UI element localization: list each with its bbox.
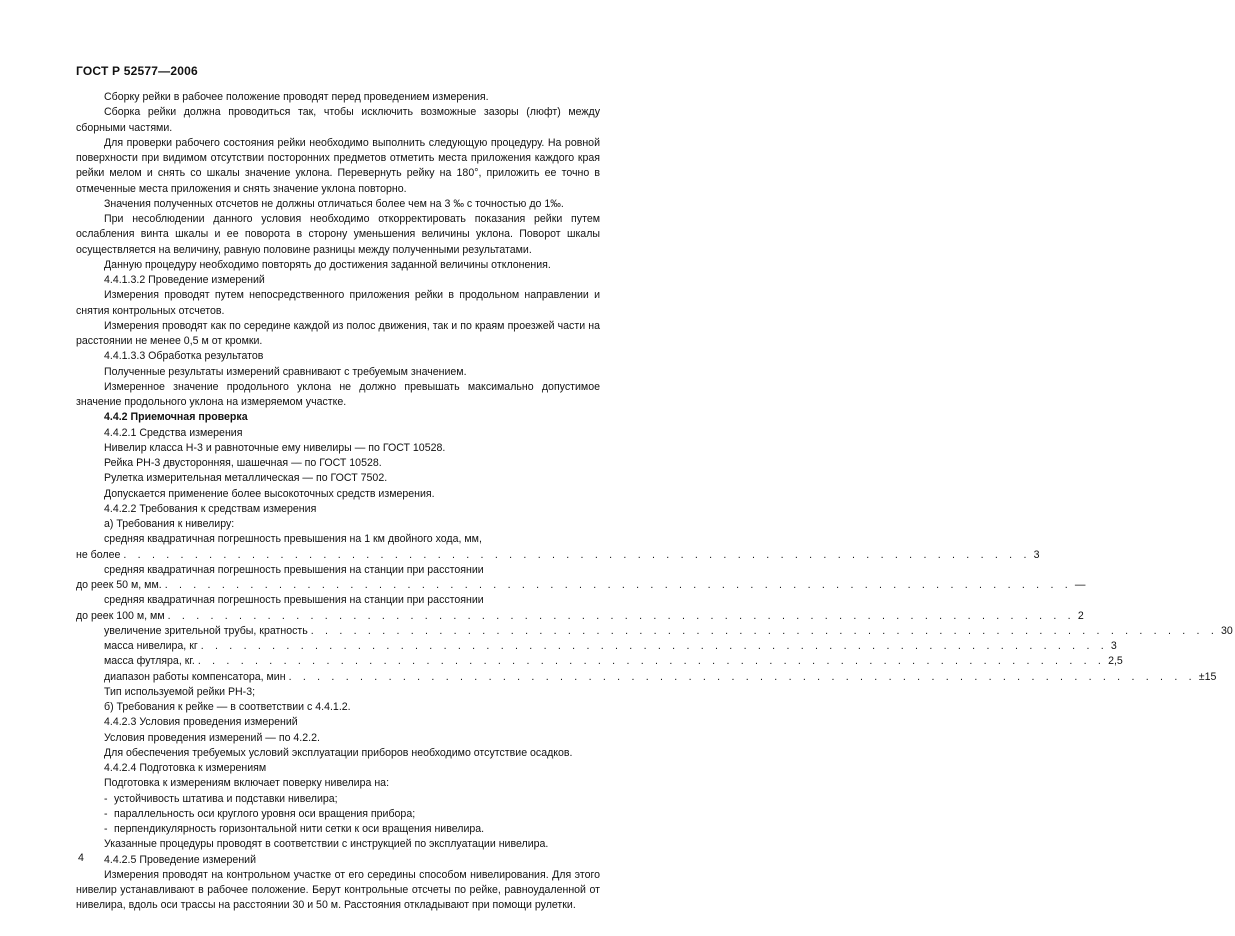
list-line: Рейка РН-3 двусторонняя, шашечная — по ГОСТ 10528. xyxy=(104,457,382,469)
requirement-value: 3 xyxy=(1033,548,1040,561)
list-line: Подготовка к измерениям включает поверку нивелира на: xyxy=(104,777,390,790)
requirement-label: диапазон работы компенсатора, мин xyxy=(104,670,286,683)
leader-dots: . . . . . . . . . . . . . . . . . . . . . . . . . . . . . . . . . . . . . . . . . . . . . . . . . . . . . . . . . . . . . . . . xyxy=(167,609,1075,622)
requirement-line: средняя квадратичная погрешность превышения на станции при расстоянии xyxy=(104,563,484,576)
bullet-item xyxy=(76,822,600,837)
section-heading: 4.4.1.3.3 Обработка результатов xyxy=(104,350,264,363)
requirement-label: масса нивелира, кг xyxy=(104,640,198,652)
leader-dots: . . . . . . . . . . . . . . . . . . . . . . . . . . . . . . . . . . . . . . . . . . . . . . . . . . . . . . . . . . . . . . . . xyxy=(164,579,1072,591)
paragraph: Измеренное значение продольного уклона не должно превышать максимально допустимое значение продольного уклона на измеряемом участке. xyxy=(76,380,600,408)
requirement-row xyxy=(76,639,1117,654)
paragraph: Сборка рейки должна проводиться так, чтобы исключить возможные зазоры (люфт) между сборными частями. xyxy=(76,106,600,134)
bullet-item xyxy=(76,807,600,822)
bullet-dash-icon: - xyxy=(104,807,108,820)
bullet-dash-icon: - xyxy=(104,823,108,835)
bullet-item xyxy=(76,792,600,807)
page-body xyxy=(76,90,1233,914)
bullet-text: перпендикулярность горизонтальной нити сетки к оси вращения нивелира. xyxy=(114,823,485,835)
sub-item-a: а) Требования к нивелиру: xyxy=(104,518,235,530)
requirement-row xyxy=(76,624,1233,639)
section-heading: 4.4.2.1 Средства измерения xyxy=(104,426,243,439)
requirement-value: 2 xyxy=(1077,609,1084,622)
bullet-text: устойчивость штатива и подставки нивелира; xyxy=(114,792,338,805)
paragraph: Указанные процедуры проводят в соответствии с инструкцией по эксплуатации нивелира. xyxy=(104,838,549,851)
requirement-row xyxy=(76,654,1123,669)
list-line: Тип используемой рейки РН-3; xyxy=(104,685,256,698)
paragraph: Для проверки рабочего состояния рейки необходимо выполнить следующую процедуру. На ровной поверхности при видимом отсутствии посторонних предметов отметить места приложения каждого края рейки мелом и снять со шкалы значение уклона. Перевернуть рейку на 180°, приложить ее точно в отмеченные места приложения и снять значение уклона повторно. xyxy=(76,136,600,195)
sub-item-b: б) Требования к рейке — в соответствии с 4.4.1.2. xyxy=(104,701,351,713)
list-line: Нивелир класса Н-3 и равноточные ему нивелиры — по ГОСТ 10528. xyxy=(104,441,446,454)
document-header: ГОСТ Р 52577—2006 xyxy=(76,64,198,78)
list-line: Рулетка измерительная металлическая — по ГОСТ 7502. xyxy=(104,472,388,485)
requirement-label: до реек 100 м, мм xyxy=(76,609,165,622)
list-line: Допускается применение более высокоточных средств измерения. xyxy=(104,487,435,500)
leader-dots: . . . . . . . . . . . . . . . . . . . . . . . . . . . . . . . . . . . . . . . . . . . . . . . . . . . . . . . . . . . . . . . . xyxy=(288,670,1196,683)
paragraph: Измерения проводят путем непосредственного приложения рейки в продольном направлении и снятия контрольных отсчетов. xyxy=(76,289,600,317)
requirement-value: ±15 xyxy=(1198,670,1217,683)
list-line: Условия проведения измерений — по 4.2.2. xyxy=(104,731,320,744)
paragraph: Полученные результаты измерений сравнивают с требуемым значением. xyxy=(104,365,467,378)
section-heading: 4.4.2.4 Подготовка к измерениям xyxy=(104,762,267,774)
paragraph: Сборку рейки в рабочее положение проводят перед проведением измерения. xyxy=(104,91,489,103)
requirement-value: 3 xyxy=(1110,640,1117,652)
requirement-row xyxy=(76,609,1084,624)
leader-dots: . . . . . . . . . . . . . . . . . . . . . . . . . . . . . . . . . . . . . . . . . . . . . . . . . . . . . . . . . . . . . . . . xyxy=(310,624,1218,637)
paragraph: Для обеспечения требуемых условий эксплуатации приборов необходимо отсутствие осадков. xyxy=(104,746,573,759)
requirement-label: увеличение зрительной трубы, кратность xyxy=(104,624,308,637)
requirement-label: до реек 50 м, мм. xyxy=(76,579,162,591)
requirement-value: 2,5 xyxy=(1108,655,1123,668)
bullet-dash-icon: - xyxy=(104,792,108,805)
requirement-row xyxy=(76,548,1040,563)
section-heading: 4.4.2.5 Проведение измерений xyxy=(104,853,257,866)
paragraph: Измерения проводят как по середине каждой из полос движения, так и по краям проезжей части на расстоянии не менее 0,5 м от кромки. xyxy=(76,319,600,347)
requirement-row xyxy=(76,670,1217,685)
leader-dots: . . . . . . . . . . . . . . . . . . . . . . . . . . . . . . . . . . . . . . . . . . . . . . . . . . . . . . . . . . . . . . . . xyxy=(123,548,1031,561)
requirement-row xyxy=(76,578,1086,593)
requirement-value: 30 xyxy=(1220,624,1233,637)
requirement-label: не более xyxy=(76,548,121,561)
paragraph: При несоблюдении данного условия необходимо откорректировать показания рейки путем ослабления винта шкалы и ее поворота в сторону уменьшения величины уклона. Поворот шкалы осуществляется на величину, равную половине разницы между полученными результатами. xyxy=(76,213,600,256)
bullet-text: параллельность оси круглого уровня оси вращения прибора; xyxy=(114,807,416,820)
requirement-value: — xyxy=(1074,579,1086,591)
section-heading: 4.4.1.3.2 Проведение измерений xyxy=(104,274,265,286)
page-number: 4 xyxy=(78,852,84,864)
paragraph: Значения полученных отсчетов не должны отличаться более чем на 3 ‰ с точностью до 1‰. xyxy=(104,197,564,210)
section-heading: 4.4.2.3 Условия проведения измерений xyxy=(104,716,298,729)
requirement-line: средняя квадратичная погрешность превышения на 1 км двойного хода, мм, xyxy=(104,533,482,546)
leader-dots: . . . . . . . . . . . . . . . . . . . . . . . . . . . . . . . . . . . . . . . . . . . . . . . . . . . . . . . . . . . . . . . . xyxy=(200,640,1108,652)
requirement-label: масса футляра, кг. xyxy=(104,655,195,668)
paragraph: Данную процедуру необходимо повторять до достижения заданной величины отклонения. xyxy=(104,258,551,271)
leader-dots: . . . . . . . . . . . . . . . . . . . . . . . . . . . . . . . . . . . . . . . . . . . . . . . . . . . . . . . . . . . . . . . . xyxy=(197,655,1106,668)
requirement-line: средняя квадратичная погрешность превышения на станции при расстоянии xyxy=(104,594,484,607)
section-heading: 4.4.2 Приемочная проверка xyxy=(104,411,248,424)
paragraph: Измерения проводят на контрольном участке от его середины способом нивелирования. Для этого нивелир устанавливают в рабочее положение. Берут контрольные отсчеты по рейке, равноудаленной от нивелира, вдоль оси трассы на расстоянии 30 и 50 м. Расстояния откладывают при помощи рулетки. xyxy=(76,868,600,912)
section-heading: 4.4.2.2 Требования к средствам измерения xyxy=(104,502,317,515)
